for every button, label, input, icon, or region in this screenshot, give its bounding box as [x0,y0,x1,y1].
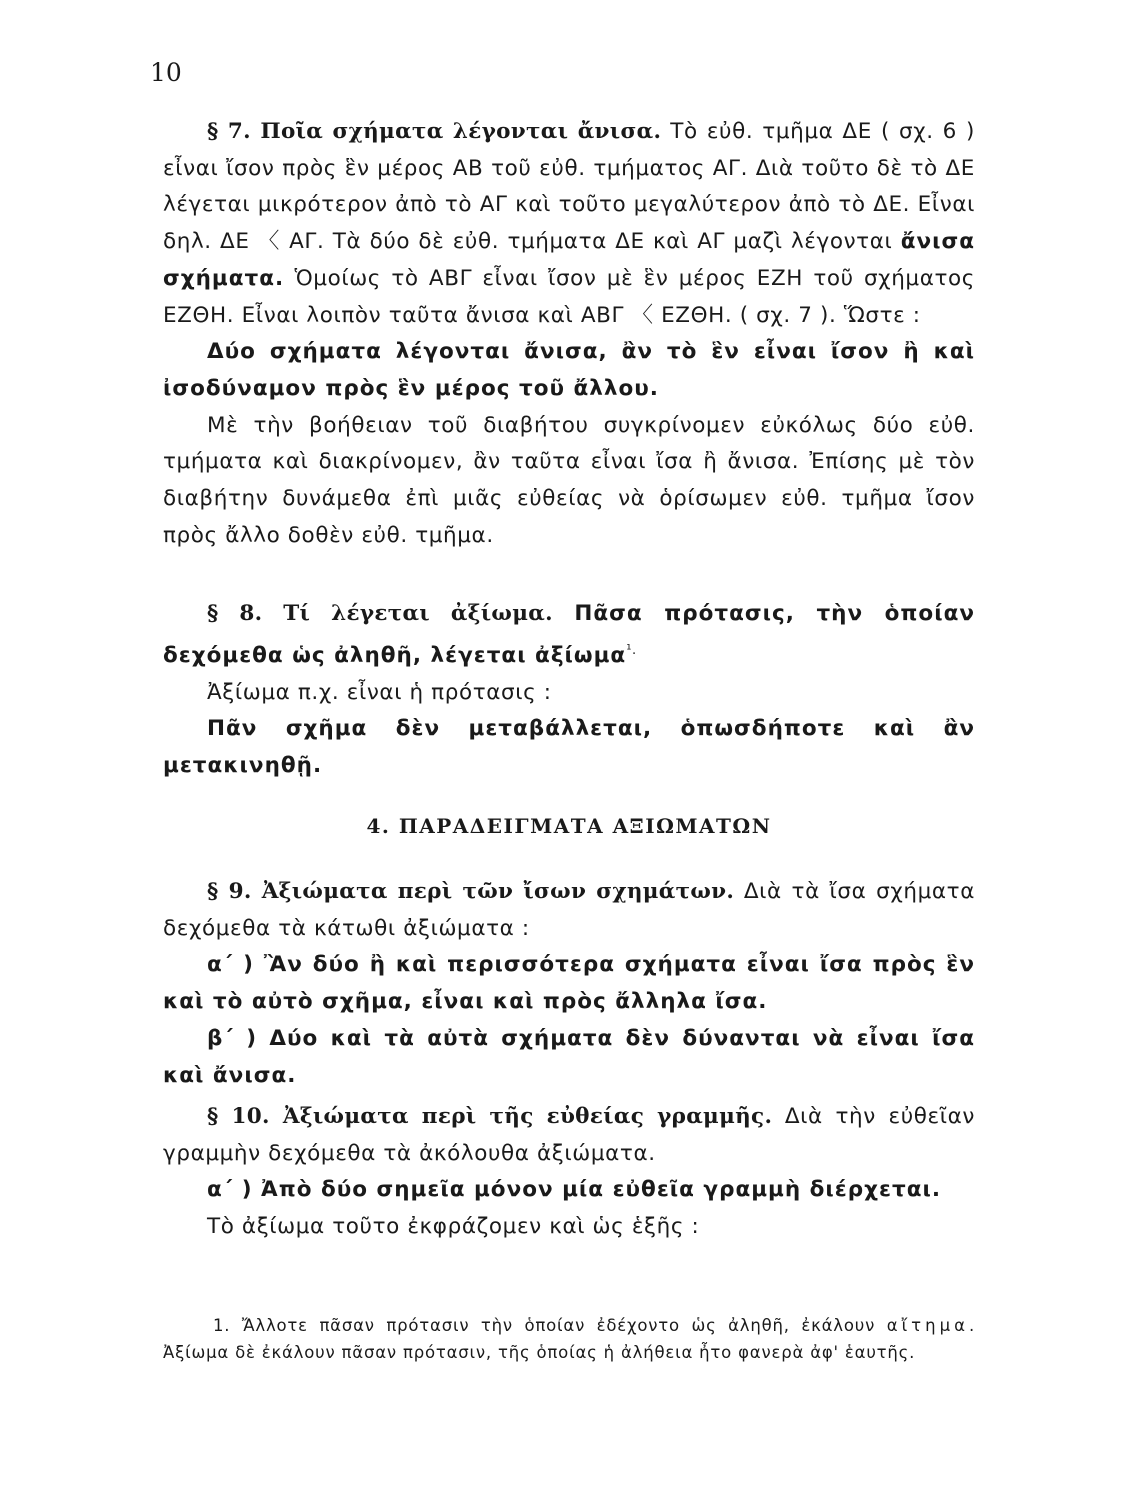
section-9-axiom-b: β΄ ) Δύο καὶ τὰ αὐτὰ σχήματα δὲν δύνανται νὰ εἶναι ἴσα καὶ ἄνισα. [163,1025,975,1088]
footnote-reference: ¹. [626,642,637,658]
footnote-term: αἴτημα [886,1316,969,1335]
section-10-intro: Διὰ τὴν εὐθεῖαν γραμμὴν δεχόμεθα τὰ ἀκόλουθα ἀξιώματα. [163,1104,975,1166]
section-8-definition: Πᾶσα πρότασις, τὴν ὁποίαν δεχόμεθα ὡς ἀληθῆ, λέγεται ἀξίωμα [163,601,975,668]
section-8-example: Πᾶν σχῆμα δὲν μεταβάλλεται, ὁπωσδήποτε καὶ ἂν μετακινηθῇ. [163,716,975,778]
section-10-paragraph [163,1099,975,1172]
footnote [163,1312,975,1366]
section-8 [163,596,975,785]
section-7-rule: Δύο σχήματα λέγονται ἄνισα, ἂν τὸ ἓν εἶναι ἴσον ἢ καὶ ἰσοδύναμον πρὸς ἓν μέρος τοῦ ἄλλου. [163,339,975,401]
section-10-axiom-a: α΄ ) Ἀπὸ δύο σημεῖα μόνον μία εὐθεῖα γραμμὴ διέρχεται. [207,1177,942,1203]
section-9-heading: § 9. Ἀξιώματα περὶ τῶν ἴσων σχημάτων. [207,879,735,904]
chapter-title: 4. ΠΑΡΑΔΕΙΓΜΑΤΑ ΑΞΙΩΜΑΤΩΝ [366,814,772,838]
section-8-paragraph [163,596,975,675]
section-8-heading: § 8. Τί λέγεται ἀξίωμα. [207,601,553,626]
section-10-heading: § 10. Ἀξιώματα περὶ τῆς εὐθείας γραμμῆς. [207,1104,773,1129]
section-9-axiom-a: α΄ ) Ἂν δύο ἢ καὶ περισσότερα σχήματα εἶναι ἴσα πρὸς ἓν καὶ τὸ αὐτὸ σχῆμα, εἶναι καὶ πρὸς ἄλληλα ἴσα. [163,952,975,1015]
footnote-part-1: 1. Ἄλλοτε πᾶσαν πρότασιν τὴν ὁποίαν ἐδέχοντο ὡς ἀληθῆ, ἐκάλουν [213,1316,887,1335]
section-9 [163,874,975,1094]
section-9-intro: Διὰ τὰ ἴσα σχήματα δεχόμεθα τὰ κάτωθι ἀξιώματα : [163,879,975,941]
footnote-part-2: . Ἀξίωμα δὲ ἐκάλουν πᾶσαν πρότασιν, τῆς ὁποίας ἡ ἀλήθεια ἦτο φανερὰ ἀφ' ἑαυτῆς. [163,1316,975,1362]
section-8-example-intro: Ἀξίωμα π.χ. εἶναι ἡ πρότασις : [207,679,552,705]
section-7-text-1: Τὸ εὐθ. τμῆμα ΔΕ ( σχ. 6 ) εἶναι ἴσον πρὸς ἓν μέρος ΑΒ τοῦ εὐθ. τμήματος ΑΓ. Διὰ τοῦτο δὲ τὸ ΔΕ λέγεται μικρότερον ἀπὸ τὸ ΑΓ καὶ τοῦτο μεγαλύτερον ἀπὸ τὸ ΔΕ. Εἶναι δηλ. ΔΕ 〈 ΑΓ. Τὰ δύο δὲ εὐθ. τμήματα ΔΕ καὶ ΑΓ μαζὶ λέγονται [163,119,975,255]
section-10-restate: Τὸ ἀξίωμα τοῦτο ἐκφράζομεν καὶ ὡς ἑξῆς : [207,1214,700,1240]
section-7 [163,114,975,554]
section-7-text-2: Ὁμοίως τὸ ΑΒΓ εἶναι ἴσον μὲ ἓν μέρος ΕΖΗ τοῦ σχήματος ΕΖΘΗ. Εἶναι λοιπὸν ταῦτα ἄνισα καὶ ΑΒΓ 〈 ΕΖΘΗ. ( σχ. 7 ). Ὥστε : [163,265,975,328]
section-10 [163,1099,975,1246]
section-7-term: ἄνισα σχήματα. [163,229,975,291]
footnote-text [163,1312,975,1366]
page-number: 10 [150,58,182,87]
section-7-heading: § 7. Ποῖα σχήματα λέγονται ἄνισα. [207,119,662,144]
section-7-paragraph [163,114,975,334]
section-9-paragraph [163,874,975,947]
section-7-compass-text: Μὲ τὴν βοήθειαν τοῦ διαβήτου συγκρίνομεν εὐκόλως δύο εὐθ. τμήματα καὶ διακρίνομεν, ἂν ταῦτα εἶναι ἴσα ἢ ἄνισα. Ἐπίσης μὲ τὸν διαβήτην δυνάμεθα ἐπὶ μιᾶς εὐθείας νὰ ὁρίσωμεν εὐθ. τμῆμα ἴσον πρὸς ἄλλο δοθὲν εὐθ. τμῆμα. [163,412,975,548]
